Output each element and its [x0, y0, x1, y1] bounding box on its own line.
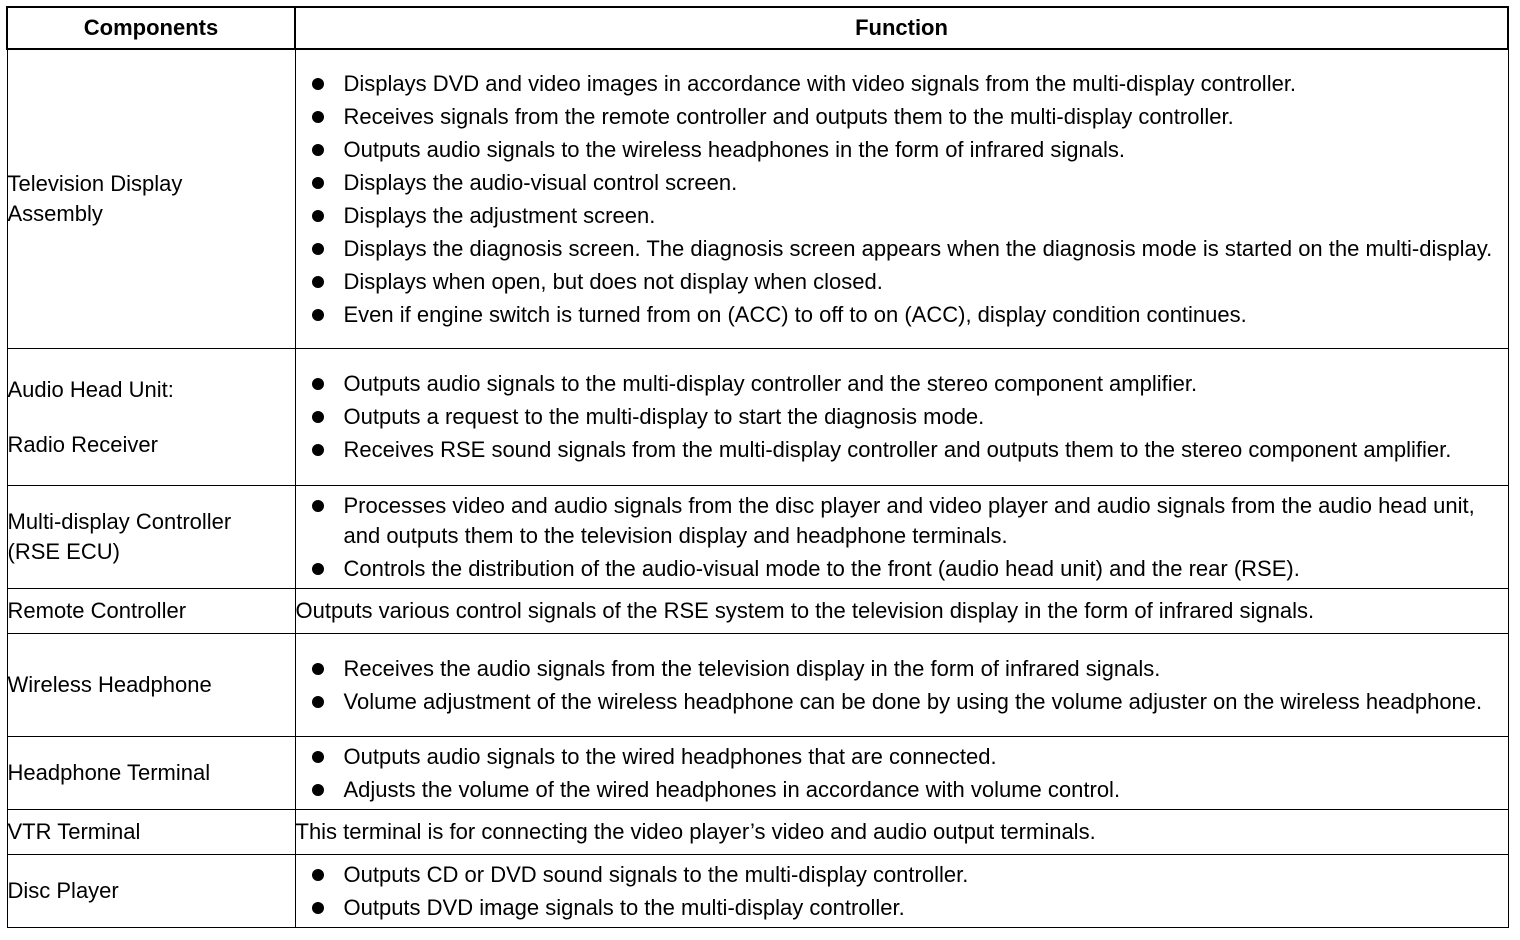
header-row: [7, 7, 1508, 49]
function-text: Controls the distribution of the audio-visual mode to the front (audio head unit) and the rear (RSE).: [343, 555, 1300, 581]
function-cell: [295, 634, 1508, 737]
component-name: Audio Head Unit:: [7, 376, 174, 402]
component-name: (RSE ECU): [7, 539, 120, 564]
bullet-icon: [312, 663, 324, 675]
function-item: [296, 300, 1508, 330]
table-row: [7, 486, 1508, 589]
function-item: [296, 554, 1508, 584]
function-item: [296, 69, 1508, 99]
component-name: VTR Terminal: [7, 819, 141, 844]
function-text: Even if engine switch is turned from on (ACC) to off to on (ACC), display condition continues.: [343, 301, 1247, 327]
function-list: [296, 654, 1508, 717]
component-name: Wireless Headphone: [7, 672, 212, 697]
table-row: [7, 855, 1508, 928]
function-item: [296, 893, 1508, 923]
bullet-icon: [312, 696, 324, 708]
bullet-icon: [312, 309, 324, 321]
function-item: [296, 234, 1508, 264]
bullet-icon: [312, 378, 324, 390]
component-name: Radio Receiver: [7, 431, 158, 457]
function-text: Processes video and audio signals from the disc player and video player and audio signals from the audio head unit, and outputs them to the television display and headphone terminals.: [343, 492, 1475, 548]
function-text: Displays DVD and video images in accordance with video signals from the multi-display controller.: [343, 70, 1297, 96]
line-spacer: [8, 405, 295, 430]
header-function: Function: [295, 7, 1508, 49]
table-row: [7, 737, 1508, 810]
function-text: Outputs audio signals to the wireless headphones in the form of infrared signals.: [343, 136, 1125, 162]
bullet-icon: [312, 500, 324, 512]
function-text: Receives the audio signals from the television display in the form of infrared signals.: [343, 655, 1161, 681]
bullet-icon: [312, 78, 324, 90]
header-components: Components: [7, 7, 295, 49]
table-row: [7, 49, 1508, 349]
function-item: [296, 687, 1508, 717]
bullet-icon: [312, 111, 324, 123]
function-item: [296, 860, 1508, 890]
bullet-icon: [312, 869, 324, 881]
function-text: Adjusts the volume of the wired headphones in accordance with volume control.: [343, 776, 1121, 802]
bullet-icon: [312, 177, 324, 189]
function-cell: [295, 486, 1508, 589]
component-cell: [7, 486, 295, 589]
function-item: [296, 742, 1508, 772]
function-item: [296, 491, 1508, 551]
function-item: [296, 654, 1508, 684]
function-text: Volume adjustment of the wireless headphone can be done by using the volume adjuster on the wireless headphone.: [343, 688, 1483, 714]
component-cell: [7, 589, 295, 634]
function-text: Outputs DVD image signals to the multi-display controller.: [343, 894, 905, 920]
function-cell: [295, 589, 1508, 634]
function-cell: [295, 810, 1508, 855]
function-list: [296, 860, 1508, 923]
function-cell: [295, 855, 1508, 928]
component-cell: [7, 810, 295, 855]
bullet-icon: [312, 751, 324, 763]
bullet-icon: [312, 784, 324, 796]
function-text: Outputs a request to the multi-display to start the diagnosis mode.: [343, 404, 985, 429]
component-name: Multi-display Controller: [7, 509, 232, 534]
table-row: [7, 634, 1508, 737]
bullet-icon: [312, 444, 324, 456]
bullet-icon: [312, 210, 324, 222]
function-text: Receives signals from the remote controller and outputs them to the multi-display controller.: [343, 103, 1234, 129]
function-cell: [295, 49, 1508, 349]
function-cell: [295, 349, 1508, 486]
function-item: [296, 369, 1508, 399]
function-list: [296, 491, 1508, 584]
function-item: [296, 168, 1508, 198]
table-row: [7, 589, 1508, 634]
component-name: Assembly: [7, 201, 103, 226]
component-name: Television Display: [7, 171, 183, 196]
function-text: Displays the audio-visual control screen.: [343, 169, 738, 195]
function-text: Outputs audio signals to the multi-display controller and the stereo component amplifier.: [343, 371, 1198, 396]
component-cell: [7, 855, 295, 928]
bullet-icon: [312, 243, 324, 255]
component-name: Disc Player: [7, 878, 119, 903]
bullet-icon: [312, 411, 324, 423]
component-cell: [7, 737, 295, 810]
function-text: This terminal is for connecting the video player’s video and audio output terminals.: [295, 819, 1096, 844]
function-item: [296, 435, 1508, 465]
function-item: [296, 135, 1508, 165]
bullet-icon: [312, 276, 324, 288]
component-cell: [7, 349, 295, 486]
component-name: Headphone Terminal: [7, 760, 211, 785]
function-text: Outputs various control signals of the RSE system to the television display in the form of infrared signals.: [295, 598, 1315, 623]
function-text: Outputs audio signals to the wired headphones that are connected.: [343, 743, 997, 769]
function-item: [296, 402, 1508, 432]
function-item: [296, 201, 1508, 231]
function-item: [296, 267, 1508, 297]
function-text: Outputs CD or DVD sound signals to the multi-display controller.: [343, 861, 969, 887]
function-text: Receives RSE sound signals from the multi-display controller and outputs them to the stereo component amplifier.: [343, 437, 1452, 462]
component-cell: [7, 49, 295, 349]
function-item: [296, 102, 1508, 132]
function-list: [296, 69, 1508, 330]
table-row: [7, 349, 1508, 486]
function-list: [296, 742, 1508, 805]
function-text: Displays the diagnosis screen. The diagnosis screen appears when the diagnosis mode is started on the multi-display.: [343, 235, 1493, 261]
components-function-table: [6, 6, 1509, 928]
component-name: Remote Controller: [7, 598, 187, 623]
table-row: [7, 810, 1508, 855]
component-cell: [7, 634, 295, 737]
bullet-icon: [312, 902, 324, 914]
function-list: [296, 369, 1508, 465]
function-text: Displays when open, but does not display when closed.: [343, 268, 883, 294]
function-text: Displays the adjustment screen.: [343, 202, 656, 228]
function-cell: [295, 737, 1508, 810]
bullet-icon: [312, 144, 324, 156]
function-item: [296, 775, 1508, 805]
bullet-icon: [312, 563, 324, 575]
